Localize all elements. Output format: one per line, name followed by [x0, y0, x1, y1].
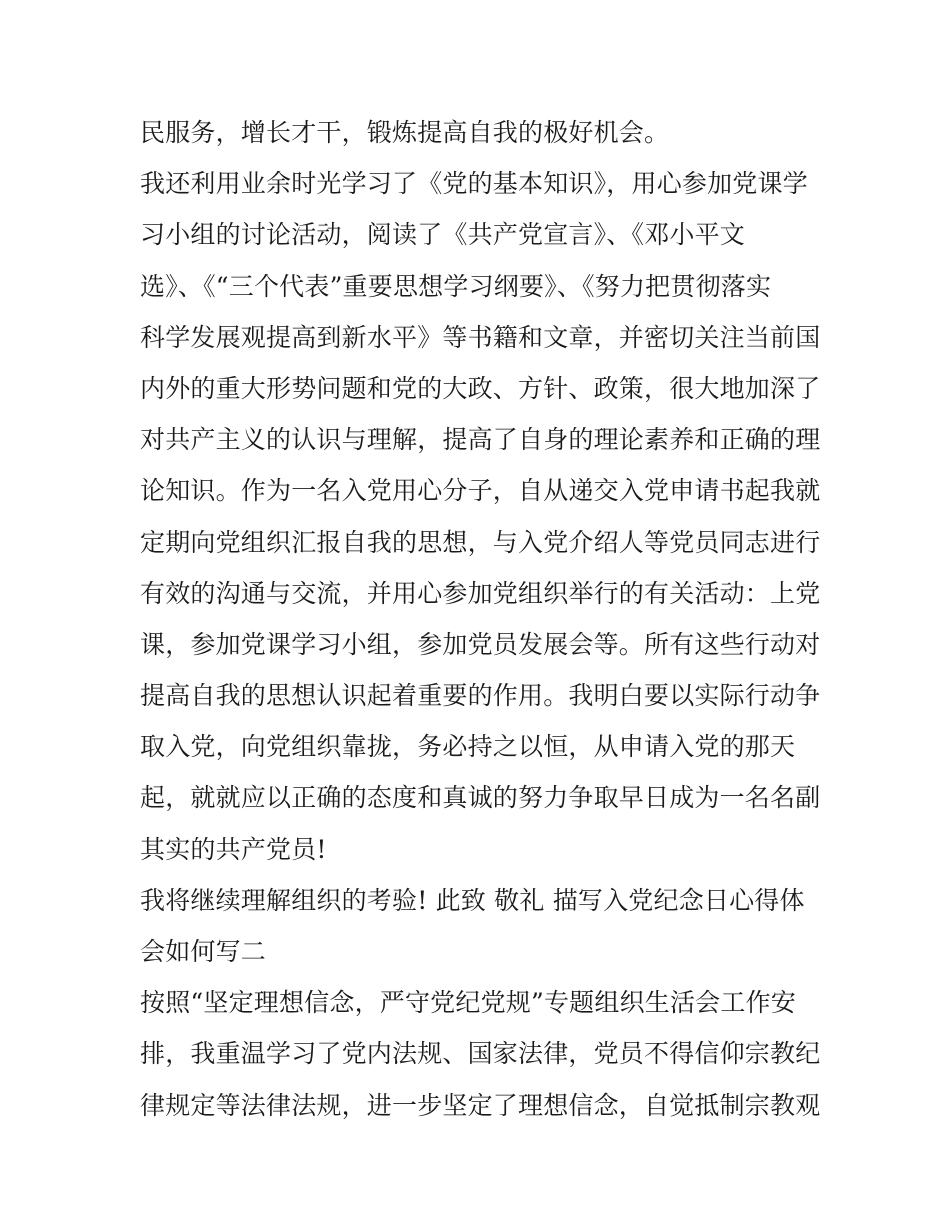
text-line: 提高自我的思想认识起着重要的作用。我明白要以实际行动争: [140, 681, 821, 711]
text-line: 按照“坚定理想信念，严守党纪党规”专题组织生活会工作安: [140, 988, 796, 1018]
text-line: 习小组的讨论活动，阅读了《共产党宣言》、《邓小平文: [140, 220, 746, 250]
text-line: 民服务，增长才干，锻炼提高自我的极好机会。: [140, 118, 670, 147]
text-line: 选》、《“三个代表”重要思想学习纲要》、《努力把贯彻落实: [140, 271, 772, 301]
text-line: 起，就就应以正确的态度和真诚的努力争取早日成为一名名副: [140, 783, 821, 813]
text-line: 定期向党组织汇报自我的思想，与入党介绍人等党员同志进行: [140, 527, 821, 557]
text-line: 对共产主义的认识与理解，提高了自身的理论素养和正确的理: [140, 425, 821, 455]
text-line: 会如何写二: [140, 937, 267, 966]
text-line: 其实的共产党员!: [140, 834, 327, 864]
text-line: 有效的沟通与交流，并用心参加党组织举行的有关活动：上党: [140, 578, 821, 608]
text-line: 取入党，向党组织靠拢，务必持之以恒，从申请入党的那天: [140, 732, 796, 762]
document-text-body: [140, 107, 830, 1131]
text-line: 律规定等法律法规，进一步坚定了理想信念，自觉抵制宗教观: [140, 1090, 821, 1120]
text-line: 科学发展观提高到新水平》等书籍和文章，并密切关注当前国: [140, 322, 821, 352]
text-line: 我将继续理解组织的考验! 此致 敬礼 描写入党纪念日心得体: [140, 885, 805, 915]
text-line: 课，参加党课学习小组，参加党员发展会等。所有这些行动对: [140, 629, 821, 659]
text-line: 论知识。作为一名入党用心分子，自从递交入党申请书起我就: [140, 476, 821, 506]
text-line: 内外的重大形势问题和党的大政、方针、政策，很大地加深了: [140, 373, 821, 403]
text-line: 我还利用业余时光学习了《党的基本知识》，用心参加党课学: [140, 169, 808, 199]
text-line: 排，我重温学习了党内法规、国家法律，党员不得信仰宗教纪: [140, 1039, 821, 1069]
